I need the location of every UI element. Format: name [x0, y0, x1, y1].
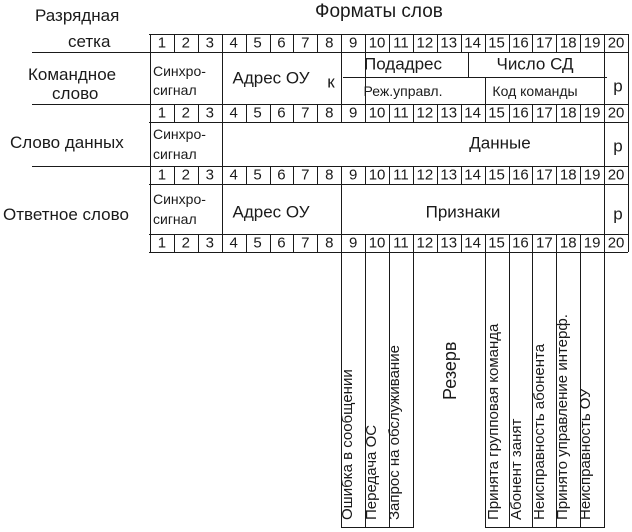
bit-number: 15 — [488, 104, 505, 122]
bit-separator — [270, 104, 271, 122]
bit-separator — [246, 166, 247, 184]
bit-number: 3 — [205, 234, 214, 252]
bit-number: 4 — [229, 234, 238, 252]
bit-number: 2 — [181, 234, 191, 252]
bit-separator — [389, 34, 390, 52]
bit-number: 12 — [416, 234, 434, 252]
bit-separator — [341, 166, 342, 184]
flag-message-error: Ошибка в сообщении — [339, 369, 356, 520]
bit-number: 16 — [512, 166, 529, 184]
flag-column-line — [413, 252, 414, 528]
bit-separator — [485, 234, 486, 252]
command-mode: Реж.управл. — [363, 83, 443, 99]
bit-separator — [198, 166, 199, 184]
bit-separator — [437, 166, 438, 184]
response-word-label: Ответное слово — [3, 205, 129, 224]
bit-separator — [317, 34, 318, 52]
bit-number: 9 — [348, 166, 358, 184]
bit-number: 20 — [607, 166, 625, 184]
flag-reserved: Резерв — [440, 341, 460, 400]
bit-separator — [317, 104, 318, 122]
bit-number: 20 — [607, 234, 625, 252]
bit-number: 7 — [301, 234, 310, 252]
bit-number: 3 — [205, 166, 214, 184]
command-label-underline — [32, 104, 149, 105]
data-sync-line-2: сигнал — [153, 146, 197, 162]
bit-number: 12 — [416, 166, 434, 184]
response-field-divider — [341, 184, 342, 234]
bit-number: 6 — [277, 34, 286, 52]
bit-number: 6 — [277, 166, 286, 184]
bit-separator — [365, 104, 366, 122]
bit-separator — [413, 104, 414, 122]
bit-separator — [413, 166, 414, 184]
bit-separator — [293, 104, 294, 122]
bit-separator — [222, 104, 223, 122]
bit-separator — [389, 104, 390, 122]
bit-separator — [461, 34, 462, 52]
bit-separator — [485, 34, 486, 52]
bit-number: 11 — [393, 104, 409, 122]
bit-number: 5 — [253, 34, 262, 52]
bit-separator — [174, 234, 175, 252]
command-field-divider — [222, 52, 223, 104]
bit-number: 4 — [229, 34, 238, 52]
command-word-label-line-1: Командное — [28, 65, 117, 84]
flag-group-command: Принята групповая команда — [485, 323, 502, 520]
bit-number: 14 — [464, 234, 481, 252]
bit-separator — [222, 166, 223, 184]
bit-number: 18 — [559, 104, 577, 122]
bit-separator — [198, 34, 199, 52]
bit-separator — [604, 234, 605, 252]
command-sync-line-2: сигнал — [153, 82, 197, 98]
command-word-label-line-2: слово — [52, 84, 99, 103]
bit-number: 18 — [559, 34, 577, 52]
flag-bottom-line-right — [485, 527, 605, 528]
bit-separator — [485, 166, 486, 184]
bit-number: 6 — [277, 234, 286, 252]
bit-number: 18 — [559, 234, 577, 252]
bit-number: 3 — [205, 104, 214, 122]
bit-number: 16 — [512, 234, 529, 252]
bit-separator — [509, 34, 510, 52]
bit-number: 8 — [325, 104, 334, 122]
bit-number: 13 — [440, 104, 458, 122]
bit-number: 1 — [157, 166, 167, 184]
bit-number: 19 — [583, 234, 601, 252]
bit-number: 17 — [536, 234, 553, 252]
bit-separator — [198, 234, 199, 252]
bit-separator — [580, 34, 581, 52]
data-parity: р — [613, 136, 623, 156]
bit-number: 3 — [205, 34, 214, 52]
command-code: Код команды — [492, 83, 578, 99]
bit-number: 9 — [348, 104, 358, 122]
bit-separator — [365, 34, 366, 52]
data-field: Данные — [469, 133, 531, 153]
bit-separator — [604, 34, 605, 52]
bit-number: 13 — [440, 234, 458, 252]
command-sync-line-1: Синхро- — [153, 63, 206, 79]
bit-separator — [461, 234, 462, 252]
command-field-divider — [604, 52, 605, 104]
command-field-divider-inner — [485, 77, 486, 104]
data-word-label: Слово данных — [10, 133, 124, 152]
bit-number: 9 — [348, 34, 358, 52]
bit-number: 5 — [253, 234, 262, 252]
bit-number: 11 — [393, 166, 409, 184]
bit-number: 17 — [536, 104, 553, 122]
grid-label-line-2: сетка — [68, 32, 111, 51]
bit-separator — [246, 104, 247, 122]
bit-number: 14 — [464, 34, 481, 52]
command-field-divider-upper — [468, 52, 469, 77]
frame-left — [150, 34, 151, 252]
bit-number: 14 — [464, 166, 481, 184]
bit-separator — [365, 166, 366, 184]
bit-separator — [509, 234, 510, 252]
bit-number: 10 — [368, 166, 386, 184]
response-address: Адрес ОУ — [232, 202, 310, 222]
bit-number: 8 — [325, 234, 334, 252]
flag-column-line — [604, 252, 605, 528]
frame-right — [628, 34, 629, 252]
bit-separator — [389, 234, 390, 252]
bit-separator — [556, 104, 557, 122]
bit-separator — [270, 34, 271, 52]
bit-number: 19 — [583, 34, 601, 52]
bit-separator — [317, 234, 318, 252]
bit-separator — [222, 234, 223, 252]
bit-number: 13 — [440, 166, 458, 184]
bit-number: 12 — [416, 34, 434, 52]
bit-separator — [532, 166, 533, 184]
response-parity: р — [613, 204, 623, 224]
bit-separator — [556, 234, 557, 252]
bit-separator — [174, 166, 175, 184]
bit-separator — [509, 104, 510, 122]
bit-separator — [509, 166, 510, 184]
bit-number: 7 — [301, 166, 310, 184]
command-count: Число СД — [496, 54, 574, 74]
bit-number: 20 — [607, 34, 625, 52]
bit-number: 15 — [488, 34, 505, 52]
bit-separator — [389, 166, 390, 184]
bit-number: 4 — [229, 104, 238, 122]
data-label-underline — [32, 166, 149, 167]
flag-subscriber-fault: Неисправность абонента — [531, 343, 548, 520]
bit-number: 13 — [440, 34, 458, 52]
bit-separator — [293, 34, 294, 52]
bit-separator — [341, 104, 342, 122]
bit-number: 5 — [253, 104, 262, 122]
bit-number: 10 — [368, 234, 386, 252]
bit-number: 1 — [157, 234, 167, 252]
bit-number: 2 — [181, 104, 191, 122]
command-subaddress: Подадрес — [363, 54, 443, 74]
bit-separator — [580, 234, 581, 252]
bit-number: 8 — [325, 34, 334, 52]
bit-number: 10 — [368, 104, 386, 122]
command-k-bit: к — [327, 72, 335, 92]
grid-label-line-1: Разрядная — [35, 6, 120, 25]
bit-number: 5 — [253, 166, 262, 184]
bit-number: 16 — [512, 104, 529, 122]
bit-number: 15 — [488, 166, 505, 184]
bit-number: 1 — [157, 34, 167, 52]
bit-number: 20 — [607, 104, 625, 122]
bit-number: 16 — [512, 34, 529, 52]
bit-separator — [580, 104, 581, 122]
bit-separator — [246, 34, 247, 52]
bit-separator — [365, 234, 366, 252]
diagram-title: Форматы слов — [315, 1, 443, 22]
bit-number: 7 — [301, 104, 310, 122]
bit-separator — [556, 34, 557, 52]
bit-separator — [437, 104, 438, 122]
command-field-divider — [341, 52, 342, 104]
bit-separator — [437, 34, 438, 52]
flag-interface-control: Принято управление интерф. — [554, 314, 571, 520]
bit-number: 2 — [181, 166, 191, 184]
bit-number: 8 — [325, 166, 334, 184]
command-address: Адрес ОУ — [232, 68, 310, 88]
bit-number: 17 — [536, 166, 553, 184]
bit-separator — [461, 104, 462, 122]
bit-separator — [293, 166, 294, 184]
bit-number: 19 — [583, 166, 601, 184]
bit-separator — [556, 166, 557, 184]
response-flags: Признаки — [425, 202, 501, 222]
bit-separator — [580, 166, 581, 184]
bit-number: 6 — [277, 104, 286, 122]
bit-separator — [317, 166, 318, 184]
bit-separator — [198, 104, 199, 122]
bit-number: 19 — [583, 104, 601, 122]
bit-separator — [341, 34, 342, 52]
flag-response-transfer: Передача ОС — [363, 424, 380, 520]
response-sync-line-1: Синхро- — [153, 191, 206, 207]
bit-separator — [270, 234, 271, 252]
bit-number: 9 — [348, 234, 358, 252]
response-sync-line-2: сигнал — [153, 211, 197, 227]
flag-service-request: Запрос на обслуживание — [386, 345, 403, 520]
bit-number: 7 — [301, 34, 310, 52]
bit-separator — [532, 104, 533, 122]
bit-separator — [532, 34, 533, 52]
bit-separator — [174, 104, 175, 122]
bit-separator — [485, 104, 486, 122]
bit-number: 1 — [157, 104, 167, 122]
bit-separator — [413, 234, 414, 252]
bit-number: 12 — [416, 104, 434, 122]
bit-number: 18 — [559, 166, 577, 184]
bit-separator — [246, 234, 247, 252]
bit-separator — [413, 34, 414, 52]
bit-number: 14 — [464, 104, 481, 122]
grid-label-underline — [32, 52, 149, 53]
flag-bottom-line-left — [341, 527, 413, 528]
bit-separator — [604, 104, 605, 122]
flag-terminal-fault: Неисправность ОУ — [577, 388, 594, 520]
bit-number: 2 — [181, 34, 191, 52]
flag-subscriber-busy: Абонент занят — [508, 418, 525, 520]
data-field-divider — [604, 122, 605, 166]
response-field-divider — [604, 184, 605, 234]
bit-number: 17 — [536, 34, 553, 52]
bit-separator — [532, 234, 533, 252]
bit-separator — [222, 34, 223, 52]
data-sync-line-1: Синхро- — [153, 126, 206, 142]
bit-number: 10 — [368, 34, 386, 52]
bit-separator — [604, 166, 605, 184]
bit-separator — [437, 234, 438, 252]
bit-separator — [341, 234, 342, 252]
bit-separator — [270, 166, 271, 184]
bit-number: 11 — [393, 234, 409, 252]
bit-separator — [461, 166, 462, 184]
data-field-divider — [222, 122, 223, 166]
bit-separator — [293, 234, 294, 252]
bit-number: 4 — [229, 166, 238, 184]
response-field-divider — [222, 184, 223, 234]
command-inner-line — [343, 77, 607, 78]
bit-number: 15 — [488, 234, 505, 252]
bit-separator — [174, 34, 175, 52]
bit-number: 11 — [393, 34, 409, 52]
command-parity: р — [613, 76, 623, 96]
